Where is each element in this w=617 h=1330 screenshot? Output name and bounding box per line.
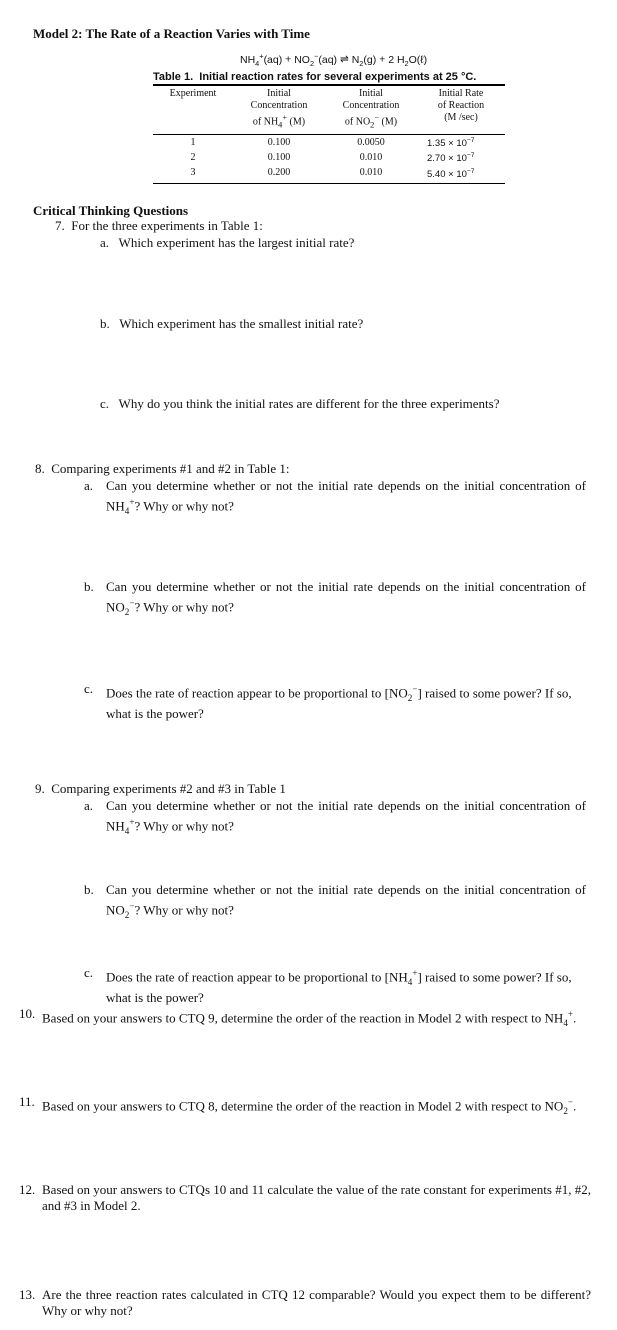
cell-experiment: 1 bbox=[190, 136, 196, 148]
section-title: Critical Thinking Questions bbox=[33, 203, 189, 218]
cell-no2: 0.0050 bbox=[357, 136, 385, 148]
cell-no2: 0.010 bbox=[359, 152, 383, 164]
question-number: 7. bbox=[55, 218, 65, 233]
question-9: 9. Comparing experiments #2 and #3 in Table 1 bbox=[35, 781, 286, 796]
question-8c: c. Does the rate of reaction appear to be proportional to $[NO_2^-]$ raised to some power? If so, what is the power? bbox=[84, 681, 572, 721]
equilibrium-arrow: ⇌ bbox=[337, 53, 352, 66]
table-caption: Table 1. Initial reaction rates for several experiments at 25 °C. bbox=[153, 71, 477, 83]
header-nh4: Initial Concentration of $NH_4^+$ (M) bbox=[233, 85, 325, 135]
question-12: 12. Based on your answers to CTQs 10 and 11 calculate the value of the rate constant for experiments #1, #2, and #3 in Model 2. bbox=[19, 1182, 591, 1213]
cell-experiment: 3 bbox=[153, 166, 233, 184]
question-8a: a. Can you determine whether or not the initial rate depends on the initial concentration of $NH_4^+$? Why or why not? bbox=[84, 478, 586, 516]
question-7c: c. Why do you think the initial rates are different for the three experiments? bbox=[100, 396, 500, 411]
rates-table bbox=[153, 84, 505, 184]
reaction-equation: $NH_4^+(aq) + NO_2^-(aq)$ ⇌ $N_2(g) + 2$ $H_2O(\ell)$ bbox=[240, 51, 428, 68]
question-7b: b. Which experiment has the smallest initial rate? bbox=[100, 316, 364, 331]
model-title: Model 2: The Rate of a Reaction Varies with Time bbox=[33, 26, 310, 41]
table-row bbox=[153, 166, 505, 184]
question-13: 13. Are the three reaction rates calculated in CTQ 12 comparable? Would you expect them to be different? Why or why not? bbox=[19, 1287, 591, 1318]
cell-nh4: 0.100 bbox=[267, 136, 291, 148]
reactant-nh4: $NH_4^+(aq)$ bbox=[240, 51, 283, 68]
question-9c: c. Does the rate of reaction appear to be proportional to $[NH_4^+]$ raised to some power? If so, what is the power? bbox=[84, 965, 572, 1005]
product-water: 2 $H_2O(\ell)$ bbox=[388, 53, 428, 68]
header-experiment: Experiment bbox=[153, 85, 233, 135]
question-9a: a. Can you determine whether or not the initial rate depends on the initial concentration of $NH_4^+$? Why or why not? bbox=[84, 798, 586, 836]
reactant-no2: $NO_2^-(aq)$ bbox=[294, 51, 338, 68]
question-10: 10. Based on your answers to CTQ 9, determine the order of the reaction in Model 2 with respect to $NH_4^+$. bbox=[19, 1006, 577, 1028]
question-7: 7. For the three experiments in Table 1: bbox=[55, 218, 263, 233]
cell-experiment: 2 bbox=[190, 152, 196, 164]
table-row bbox=[153, 150, 505, 165]
cell-nh4: 0.100 bbox=[267, 152, 291, 164]
table-row bbox=[153, 135, 505, 151]
question-8b: b. Can you determine whether or not the initial rate depends on the initial concentration of $NO_2^-$? Why or why not? bbox=[84, 579, 586, 617]
question-11: 11. Based on your answers to CTQ 8, determine the order of the reaction in Model 2 with respect to $NO_2^-$. bbox=[19, 1094, 577, 1116]
cell-rate: $5.40 \times 10^{-7}$ bbox=[417, 166, 505, 184]
header-rate: Initial Rate of Reaction (M /sec) bbox=[417, 85, 505, 135]
cell-rate: $1.35 \times 10^{-7}$ bbox=[427, 137, 475, 150]
cell-nh4: 0.200 bbox=[233, 166, 325, 184]
product-n2: $N_2(g)$ bbox=[351, 53, 377, 68]
header-no2: Initial Concentration of $NO_2^-$ (M) bbox=[325, 85, 417, 135]
question-9b: b. Can you determine whether or not the initial rate depends on the initial concentration of $NO_2^-$? Why or why not? bbox=[84, 882, 586, 920]
cell-rate: $2.70 \times 10^{-7}$ bbox=[427, 152, 475, 165]
question-7a: a. Which experiment has the largest initial rate? bbox=[100, 235, 355, 250]
cell-no2: 0.010 bbox=[325, 166, 417, 184]
question-8: 8. Comparing experiments #1 and #2 in Table 1: bbox=[35, 461, 290, 476]
